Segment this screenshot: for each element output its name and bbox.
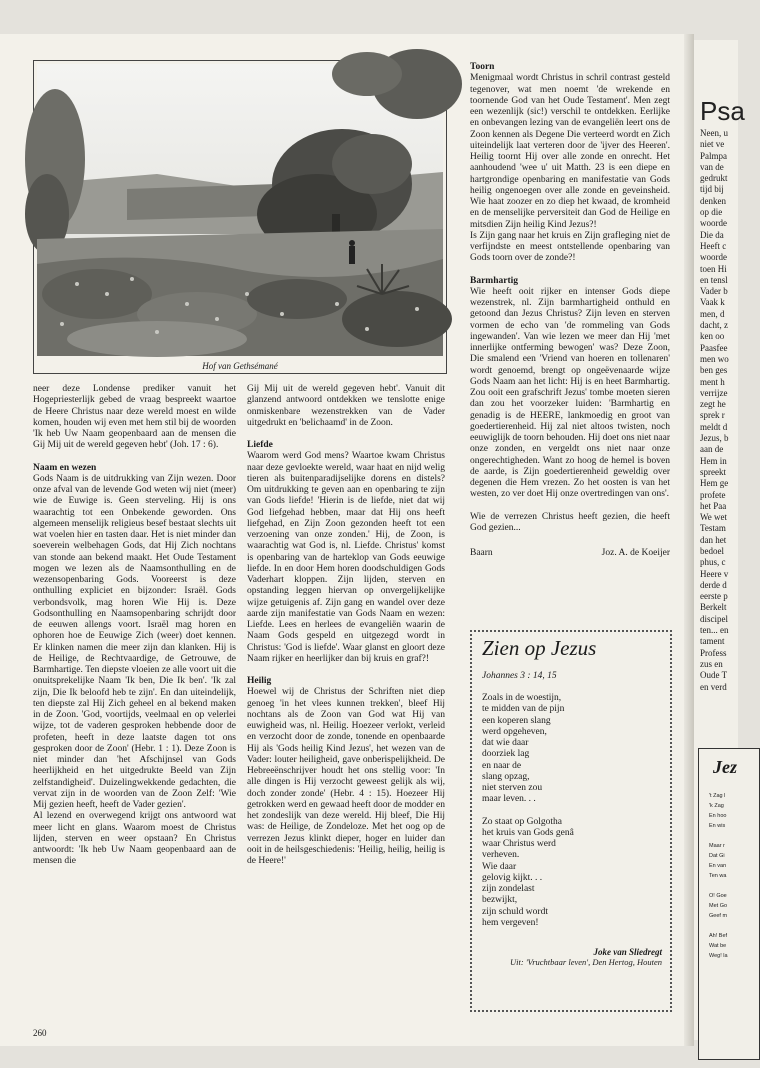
poem-line: werd opgeheven, <box>482 726 547 737</box>
right-page-line: Testam <box>700 523 726 534</box>
paragraph: Hoewel wij de Christus der Schriften niet diep genoeg 'in het vlees kunnen trekken', bleef Hij nochtans als de Zoon van God wat Hij van euwigheid was, nl. Heilig. Hoezeer verlokt, verleid en verzocht door de zonde, tonende en openbaarde Hij als 'Gods heilig Kind Jezus', het wezen van de Vader: louter heiligheid, gave onberispelijkheid. De Hebreeënschrijver houdt het ons stellig voor: 'In alle dingen is Hij verzocht geweest gelijk als wij, doch zonder zonde' (Hebr. 4 : 15). Hoezeer Hij getrokken werd en gewaad heeft door de modder en het zondeslijk van deze wereld. Hij bleef, Die Hij was: de Heilige, de Zondeloze. Met het oog op de verrezen Jezus klinkt dieper, hoger en luider dan ooit in de heilsgeschiedenis: 'Heilig, heilig, heilig is de Heere!' <box>247 687 445 866</box>
right-page-line: men, d <box>700 308 725 319</box>
right-page-poem-line: Ah! Bef <box>709 933 728 939</box>
poem-line: zijn zondelast <box>482 884 535 894</box>
poem-line: Wie daar <box>482 861 517 872</box>
right-page-line: ment h <box>700 376 725 387</box>
paragraph: Wie heeft ooit rijker en intenser Gods diepe wezenstrek, nl. Zijn barmhartigheid onthuld en getoond dan Jezus Christus? Zijn leven en sterven vormen de echo van 'de rommeling van Gods ingewanden'. Van wie lezen we meer dan Hij 'met innerlijke ontferming bewogen' was? Deze Zoon, Die smalend een 'Vriend van hoeren en tollenaren' wordt genoemd, brengt op ongeëvenaarde wijze Gods Naam aan het licht: Hij is en heet Barmhartig. Zou ooit een grafschrift Jezus' tombe moeten sieren dan zou het voorzeker luiden: 'Barmhartig en genadig is de HEERE, lankmoedig en groot van goedertierenheid. Hij zal niet altoos twisten, noch eeuwiglijk de toorn behouden. Hij doet ons niet naar onze zonden, en vergeldt ons niet naar onze ongerechtigheden. Want zo hoog de hemel is boven de aarde, is Zijn goedertierenheid geweldig over degenen die Hem vrezen. Zo het oosten is van het westen, zo ver doet Hij onze overtredingen van ons'. <box>470 286 670 500</box>
poem-line: maar leven. . . <box>482 794 536 805</box>
paragraph-gap <box>247 429 445 440</box>
right-page-line: Vaak k <box>700 297 725 308</box>
right-page-poem-line: Geef m <box>709 913 728 919</box>
poem-line: dat wie daar <box>482 738 529 748</box>
paragraph: Is Zijn gang naar het kruis en Zijn grafleging niet de verfijndste en meest ontstellende openbaring van Gods toorn over de zonde?! <box>470 230 670 264</box>
text-column-2 <box>247 384 445 867</box>
section-heading: Liefde <box>247 440 273 450</box>
poem-stanza-1 <box>482 693 662 806</box>
right-page-line: We wet <box>700 512 728 523</box>
right-page-poem-line: En wis <box>709 823 726 829</box>
right-page-poem-line: 't Zag l <box>709 793 726 799</box>
paragraph: Wie de verrezen Christus heeft gezien, die heeft God gezien... <box>470 511 670 533</box>
right-page-line: verrijze <box>700 387 728 398</box>
right-page-line: Paasfee <box>700 342 728 353</box>
right-page-line: zegt he <box>700 399 726 410</box>
right-page-line: ben ges <box>700 365 728 376</box>
poem-line: doorziek lag <box>482 749 530 760</box>
right-page-line: spreekt <box>700 466 726 477</box>
right-page-line: gedrukt <box>700 173 728 184</box>
right-page-line: Profess <box>700 647 727 658</box>
right-page-line: Heeft c <box>700 240 727 251</box>
right-page-line: toen Hi <box>700 263 727 274</box>
right-page-line: niet ve <box>700 139 725 150</box>
right-page-line: denken <box>700 195 726 206</box>
poem-author: Joke van Sliedregt <box>593 947 662 957</box>
right-page-fragment <box>694 40 745 1040</box>
right-page-text <box>700 128 760 693</box>
poem-line: Zoals in de woestijn, <box>482 693 562 703</box>
poem-line: bezwijkt, <box>482 895 518 906</box>
poem-line: verheven. <box>482 850 520 861</box>
paragraph: Al lezend en overwegend krijgt ons antwoord wat meer licht en glans. Waarom moest de Christus lijden, sterven en weer opstaan? En Christus antwoordt: 'Ik heb Uw Naam geopenbaard aan de mensen die <box>33 811 236 867</box>
poem-reference: Johannes 3 : 14, 15 <box>482 671 557 681</box>
right-page-line: Jezus, b <box>700 433 729 444</box>
text-column-3 <box>470 62 670 559</box>
poem-line: gelovig kijkt. . . <box>482 872 543 883</box>
right-page-line: Hem in <box>700 455 727 466</box>
paragraph: neer deze Londense prediker vanuit het Hogepriesterlijk gebed de vraag bespreekt waartoe de Heere Christus naar deze wereld moest en wilde komen, houden wij even met hem stil bij de woorden 'Ik heb Uw Naam geopenbaard aan de mensen die Gij Mij uit de wereld gegeven hebt' (Joh. 17 : 6). <box>33 384 236 451</box>
text-column-1 <box>33 384 236 868</box>
right-page-line: Die da <box>700 229 724 240</box>
right-page-line: bedoel <box>700 545 724 556</box>
poem-line: het kruis van Gods genâ <box>482 827 574 838</box>
right-page-line: ten... en <box>700 625 729 636</box>
section-heading: Toorn <box>470 62 495 72</box>
paragraph: Gods Naam is de uitdrukking van Zijn wezen. Door onze afval van de levende God weten wij niet (meer) wie de Euwige is. Geen sterveling. Hij is ons waarachtig tot een Onbekende geworden. Ons algemeen menselijk religieus besef bestaat slechts uit wat voelen hier en tasten daar. Het is niet minder dan soeverein welbehagen Gods, dat Hij Zich nochtans van stonde aan bekend maakt. Het Oude Testament mogen we lezen als de Naamsonthulling en de wezensopenbaring Gods. Vooreerst is deze onthulling expliciet en bijzonder: Israël. Gods verbondsvolk, mag horen Wie Hij is. Deze Godsonthulling en Naamsopenbaring schrijdt door de eeuwen allengs voort. Israël mag horen en ophoren hoe de Eeuwige Zich (weer) doet kennen. Er klinken namen die meer zijn dan klanken. Hij is de Heilige, de Rechtvaardige, de Getrouwe, de Barmhartige. Ten diepste vloeien ze alle voort uit die onuitsprekelijke Naam 'Ik ben, Die Ik ben'. 'Ik zal zijn, Die Ik beloofd heb te zijn'. En dan uiteindelijk, ten diepste zal Hij Zich geheel en al bekend maken in de Zoon. 'God, voortijds, veelmaal en op velerlei wijze, tot de vaderen gesproken hebbende door de profeten, heeft in deze laatste dagen tot ons gesproken door de Zoon' (Hebr. 1 : 1). Deze Zoon is niet minder dan 'het Afschijnsel van Gods heerlijkheid en het uitgedrukte Beeld van Zijn zelfstandigheid'. Duizelingwekkende gedachten, die vervat zijn in de woorden van de Zoon Zelf: 'Wie Mij gezien heeft, heeft de Vader gezien'. <box>33 473 236 810</box>
right-page-line: Hem ge <box>700 478 729 489</box>
paragraph: Waarom werd God mens? Waartoe kwam Christus naar deze gevloekte wereld, waar haat en nijd welig tieren als buitenparadijselijke dorens en distels? Om uitdrukking te geven aan en openbaring te zijn van Gods liefde! 'Hierin is de liefde, niet dat wij God liefgehad hebben, maar dat Hij ons heeft liefgehad, en Zijn Zoon gezonden heeft tot een verzoening van onze zonden.' Hij, de Zoon, is waarachtig wat God is, nl. Liefde. Christus' komst is openbaring van de harteklop van Gods eeuwige liefde. In en door Hem horen doodschuldigen Gods Vaderhart kloppen. Zijn lijden, sterven en opstanding leggen hiervan op onvergelijkelijke wijze getuigenis af. Zijn gang en wandel over deze aarde zijn manifestatie van Gods Naam en wezen: Liefde. Lees en herlees de evangeliën waarin de Naam Gods gespeld en uitgezegd wordt in Christus: 'God is liefde'. Waar glanst en gloort deze Naam rijker en heerlijker dan bij kruis en graf?! <box>247 451 445 664</box>
paragraph: Menigmaal wordt Christus in schril contrast gesteld tegenover, wat men noemt 'de wrekende en toornende God van het Oude Testament'. Men zegt een wezenlijk (sic!) verschil te ontdekken. Eerlijke en onbevangen lezing van de evangeliën leert ons de Zoon kennen als Degene Die verteerd wordt en Zich uiteindelijk laat verteren door de 'ijver des Heeren'. Heilig toornt Hij over alle zonde en onrecht. Het aanhoudend 'wee u' uit Matth. 23 is een diepe en hartgrondige openbaring en manifestatie van Gods heilig ongenoegen over alle zonde en geveinsheid. Wie haat zoozer en zo diep het kwaad, de kromheid en de menselijke perversiteit dan God de Heilige en mitsdien Zijn heilig Kind Jezus?! <box>470 73 670 230</box>
right-page-line: Vader b <box>700 286 728 297</box>
right-page-poem-line: O! Goe <box>709 893 727 899</box>
right-page-line: derde d <box>700 579 727 590</box>
right-page-line: ken oo <box>700 331 725 342</box>
right-page-line: sprek r <box>700 410 725 421</box>
poem-box <box>470 630 672 1012</box>
right-page-line: tijd bij <box>700 184 724 195</box>
right-page-line: dan het <box>700 534 727 545</box>
right-page-poem-lines <box>709 791 728 961</box>
right-page-line: Heere v <box>700 568 729 579</box>
right-page-title: Psa <box>700 96 745 126</box>
right-page-line: discipel <box>700 613 728 624</box>
paragraph-gap <box>470 265 670 276</box>
signature-author: Joz. A. de Koeijer <box>601 548 670 558</box>
section-heading: Naam en wezen <box>33 462 97 473</box>
right-page-line: meldt d <box>700 421 728 432</box>
garden-photo <box>37 64 443 356</box>
right-page-poem-line: Met Go <box>709 903 728 909</box>
right-page-line: tament <box>700 636 725 647</box>
book-gutter <box>684 34 694 1046</box>
right-page-line: Palmpa <box>700 150 727 161</box>
poem-source: Uit: 'Vruchtbaar leven', Den Hertog, Houten <box>510 957 662 967</box>
right-page-poem-line: 'k Zag <box>709 803 724 809</box>
right-page-line: Berkelt <box>700 602 727 613</box>
right-page-line: en verd <box>700 681 727 692</box>
right-page-line: woorde <box>700 252 727 263</box>
poem-line: een koperen slang <box>482 715 551 726</box>
right-page-poem-box <box>698 748 760 1060</box>
right-page-line: eerste p <box>700 591 728 602</box>
photo-caption: Hof van Gethsémané <box>202 361 278 371</box>
poem-title: Zien op Jezus <box>482 636 597 660</box>
photo-frame <box>33 60 447 374</box>
right-page-line: profete <box>700 489 726 500</box>
paragraph: Gij Mij uit de wereld gegeven hebt'. Vanuit dit glanzend antwoord ontdekken we tenslotte enige onmiskenbare wezenstrekken van de Vader uitgedrukt en 'belichaamd' in de Zoon. <box>247 384 445 428</box>
poem-stanza-2 <box>482 817 662 930</box>
right-page-line: Neen, u <box>700 128 728 138</box>
right-page-line: en tensl <box>700 274 728 285</box>
right-page-poem-line <box>709 831 728 841</box>
right-page-poem-line: Ten wa <box>709 873 727 879</box>
signature-place: Baarn <box>470 548 493 558</box>
page-number: 260 <box>33 1028 47 1038</box>
section-heading: Barmhartig <box>470 275 519 286</box>
paragraph-gap <box>33 452 236 463</box>
poem-line: hem vergeven! <box>482 917 539 928</box>
right-page-line: aan de <box>700 444 724 455</box>
poem-line: te midden van de pijn <box>482 704 565 715</box>
paragraph-gap <box>470 501 670 512</box>
poem-line: en naar de <box>482 760 522 771</box>
paragraph-gap <box>247 665 445 676</box>
right-page-poem-line <box>709 881 728 891</box>
poem-line: waar Christus werd <box>482 839 556 849</box>
right-page-poem-line: En hoo <box>709 813 727 819</box>
article-signature <box>470 548 670 559</box>
right-page-poem-line: Wat be <box>709 943 727 949</box>
right-page-line: Oude T <box>700 670 728 681</box>
poem-line: zijn schuld wordt <box>482 906 548 917</box>
right-page-poem-line: Maar r <box>709 843 725 849</box>
right-page-poem-line: En van <box>709 863 727 869</box>
right-page-line: op die <box>700 207 723 218</box>
right-page-poem-line <box>709 921 728 931</box>
section-heading: Heilig <box>247 676 272 686</box>
right-page-line: van de <box>700 161 724 172</box>
right-page-line: zus en <box>700 658 723 669</box>
poem-line: Zo staat op Golgotha <box>482 816 562 827</box>
right-page-poem-line: Dat Gi <box>709 853 725 859</box>
right-page-line: dacht, z <box>700 320 728 331</box>
right-page-poem-title: Jez <box>713 757 737 777</box>
right-page-poem-line: Weg! la <box>709 953 728 959</box>
right-page-line: het Paa <box>700 500 727 511</box>
right-page-line: men wo <box>700 353 729 364</box>
poem-line: niet sterven zou <box>482 783 543 793</box>
poem-line: slang opzag, <box>482 771 530 782</box>
right-page-line: woorde <box>700 218 727 229</box>
right-page-line: phus, c <box>700 557 726 568</box>
